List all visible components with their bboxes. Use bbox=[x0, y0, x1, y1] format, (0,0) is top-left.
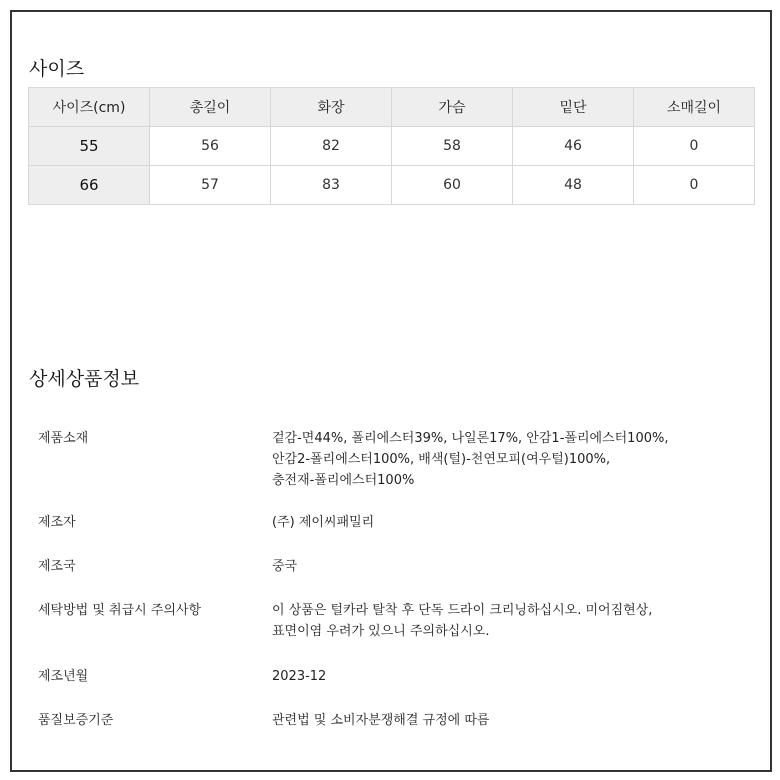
header-sleeve-length: 소매길이 bbox=[634, 88, 755, 127]
info-label: 제조년월 bbox=[38, 669, 89, 684]
size-label-cell: 55 bbox=[29, 127, 150, 166]
table-row bbox=[29, 166, 755, 205]
info-label: 제품소재 bbox=[38, 431, 89, 446]
table-cell: 0 bbox=[634, 127, 755, 166]
table-cell: 60 bbox=[392, 166, 513, 205]
size-section-title: 사이즈 bbox=[29, 58, 85, 80]
product-info-frame bbox=[10, 10, 772, 772]
info-value: 겉감-면44%, 폴리에스터39%, 나일론17%, 안감1-폴리에스터100%, 안감2-폴리에스터100%, 배색(털)-천연모피(여우털)100%, 충전재-폴리에스터100% bbox=[272, 431, 669, 488]
table-cell: 83 bbox=[271, 166, 392, 205]
info-label: 제조자 bbox=[38, 515, 76, 530]
table-cell: 46 bbox=[513, 127, 634, 166]
info-label: 제조국 bbox=[38, 559, 76, 574]
table-cell: 48 bbox=[513, 166, 634, 205]
table-cell: 56 bbox=[150, 127, 271, 166]
size-label-cell: 66 bbox=[29, 166, 150, 205]
info-value: 관련법 및 소비자분쟁해결 규정에 따름 bbox=[272, 713, 490, 728]
table-cell: 57 bbox=[150, 166, 271, 205]
info-value: 2023-12 bbox=[272, 669, 327, 684]
size-table bbox=[28, 87, 755, 205]
header-chest: 가슴 bbox=[392, 88, 513, 127]
info-value: (주) 제이씨패밀리 bbox=[272, 515, 375, 530]
header-total-length: 총길이 bbox=[150, 88, 271, 127]
table-row bbox=[29, 127, 755, 166]
header-size-cm: 사이즈(cm) bbox=[29, 88, 150, 127]
header-hem: 밑단 bbox=[513, 88, 634, 127]
info-value: 이 상품은 털카라 탈착 후 단독 드라이 크리닝하십시오. 미어짐현상, 표면이염 우려가 있으니 주의하십시오. bbox=[272, 603, 653, 639]
table-cell: 58 bbox=[392, 127, 513, 166]
header-sleeve-from-neck: 화장 bbox=[271, 88, 392, 127]
info-label: 세탁방법 및 취급시 주의사항 bbox=[38, 603, 202, 618]
info-label: 품질보증기준 bbox=[38, 713, 114, 728]
info-value: 중국 bbox=[272, 559, 298, 574]
size-table-header-row bbox=[29, 88, 755, 127]
detail-section-title: 상세상품정보 bbox=[29, 368, 140, 390]
table-cell: 0 bbox=[634, 166, 755, 205]
table-cell: 82 bbox=[271, 127, 392, 166]
